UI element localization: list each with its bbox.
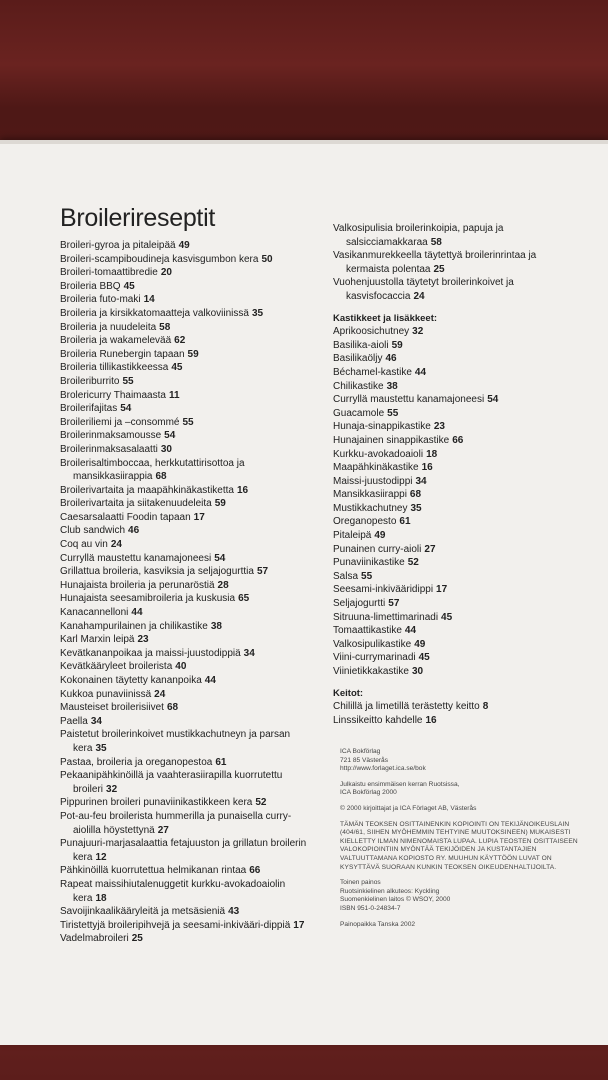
entry-page-number: 59 bbox=[391, 339, 403, 351]
entry-page-number: 49 bbox=[178, 240, 190, 251]
entry-page-number: 24 bbox=[154, 688, 166, 700]
entry-page-number: 54 bbox=[164, 430, 176, 442]
index-entry bbox=[60, 728, 310, 755]
entry-title: Pippurinen broileri punaviinikastikkeen kera bbox=[60, 797, 253, 809]
entry-page-number: 34 bbox=[90, 715, 102, 727]
index-entry bbox=[60, 606, 310, 620]
entry-title: Kanacannelloni bbox=[60, 607, 129, 619]
entry-title: Broileria ja nuudeleita bbox=[60, 321, 157, 333]
entry-page-number: 59 bbox=[214, 498, 226, 510]
entry-title: Maissi-juustodippi bbox=[333, 475, 413, 487]
entry-title: Salsa bbox=[333, 570, 359, 582]
index-entry bbox=[60, 348, 310, 362]
index-entry bbox=[60, 769, 310, 796]
entry-page-number: 52 bbox=[255, 797, 267, 809]
entry-page-number: 45 bbox=[418, 652, 430, 664]
index-entry bbox=[60, 429, 310, 443]
entry-title: Broilerinmaksasalaatti bbox=[60, 443, 158, 455]
entry-page-number: 34 bbox=[243, 647, 255, 659]
entry-page-number: 52 bbox=[407, 557, 419, 569]
index-entry bbox=[333, 366, 563, 380]
entry-page-number: 54 bbox=[120, 403, 132, 415]
index-entry bbox=[60, 647, 310, 661]
index-entry bbox=[333, 714, 563, 728]
entry-page-number: 23 bbox=[137, 634, 149, 646]
entry-page-number: 25 bbox=[131, 933, 143, 945]
index-entry bbox=[333, 597, 563, 611]
book-page bbox=[0, 140, 608, 1045]
entry-title: Broilerifajitas bbox=[60, 403, 118, 415]
publisher-address: 721 85 Västerås bbox=[340, 756, 389, 764]
entry-page-number: 16 bbox=[421, 462, 433, 474]
entry-title: Kurkku-avokadoaioli bbox=[333, 448, 424, 460]
entry-page-number: 8 bbox=[482, 701, 489, 713]
entry-page-number: 11 bbox=[168, 389, 180, 401]
entry-page-number: 32 bbox=[412, 326, 424, 338]
index-entry bbox=[60, 633, 310, 647]
entry-title: Pitaleipä bbox=[333, 530, 372, 542]
entry-page-number: 27 bbox=[157, 824, 169, 836]
entry-page-number: 66 bbox=[249, 865, 261, 877]
index-entry bbox=[60, 878, 310, 905]
index-entry bbox=[333, 339, 563, 353]
entry-page-number: 27 bbox=[424, 543, 436, 555]
entry-page-number: 14 bbox=[143, 294, 155, 306]
index-entry bbox=[333, 448, 563, 462]
recipe-index-left bbox=[60, 239, 310, 946]
entry-title: Seesami-inkivääridippi bbox=[333, 584, 434, 596]
page-title: Broilerireseptit bbox=[60, 204, 215, 232]
index-entry bbox=[333, 570, 563, 584]
entry-page-number: 45 bbox=[441, 611, 453, 623]
entry-title: Broileria ja wakamelevää bbox=[60, 335, 172, 347]
entry-page-number: 44 bbox=[131, 607, 143, 619]
entry-page-number: 32 bbox=[106, 783, 118, 795]
entry-page-number: 55 bbox=[361, 570, 373, 582]
soups-list bbox=[333, 700, 563, 727]
entry-title: Broilerivartaita ja maapähkinäkastiketta bbox=[60, 484, 234, 496]
entry-title: Tiristettyjä broileripihvejä ja seesami-inkivääri-dippiä bbox=[60, 919, 291, 931]
entry-title: Viinietikkakastike bbox=[333, 666, 409, 677]
entry-page-number: 17 bbox=[193, 511, 205, 523]
entry-page-number: 18 bbox=[426, 448, 438, 460]
index-entry bbox=[60, 919, 310, 933]
entry-page-number: 68 bbox=[409, 489, 422, 501]
entry-title: Broilerivartaita ja siitakenuudeleita bbox=[60, 498, 212, 510]
entry-page-number: 45 bbox=[123, 280, 135, 292]
entry-title: Broileria futo-maki bbox=[60, 294, 141, 306]
index-entry bbox=[333, 407, 563, 421]
entry-title: Basilikaöljy bbox=[333, 353, 383, 365]
entry-title: Vadelmabroileri bbox=[60, 933, 129, 945]
index-entry bbox=[333, 583, 563, 597]
entry-page-number: 43 bbox=[228, 906, 240, 918]
entry-page-number: 18 bbox=[95, 892, 107, 904]
entry-page-number: 24 bbox=[413, 290, 425, 302]
index-entry bbox=[60, 375, 310, 389]
index-entry bbox=[60, 361, 310, 375]
first-publication-line-1: Julkaistu ensimmäisen kerran Ruotsissa, bbox=[340, 780, 460, 788]
entry-title: Tomaattikastike bbox=[333, 625, 402, 637]
copyright-notice: © 2000 kirjoittajat ja ICA Förlaget AB, Västerås bbox=[340, 804, 477, 812]
entry-title: Sitruuna-limettimarinadi bbox=[333, 611, 439, 623]
index-entry bbox=[333, 222, 563, 249]
entry-title: Béchamel-kastike bbox=[333, 366, 412, 378]
index-entry bbox=[333, 420, 563, 434]
index-entry bbox=[333, 393, 563, 407]
index-entry bbox=[60, 688, 310, 702]
entry-page-number: 55 bbox=[387, 407, 399, 419]
entry-title: Broileria Runebergin tapaan bbox=[60, 348, 185, 360]
index-entry bbox=[60, 307, 310, 321]
index-entry bbox=[60, 511, 310, 525]
index-entry bbox=[60, 266, 310, 280]
entry-page-number: 44 bbox=[404, 625, 417, 637]
entry-page-number: 44 bbox=[414, 366, 427, 378]
entry-page-number: 58 bbox=[159, 321, 171, 333]
publisher-url: http://www.forlaget.ica.se/bok bbox=[340, 765, 426, 773]
index-entry bbox=[333, 700, 563, 714]
entry-title: Paella bbox=[60, 715, 88, 727]
entry-title: Broilerisaltimboccaa, herkkutattirisottoa ja mansikkasiirappia bbox=[60, 457, 245, 483]
recipe-index-continued bbox=[333, 222, 563, 304]
entry-page-number: 61 bbox=[215, 756, 227, 768]
entry-title: Guacamole bbox=[333, 407, 385, 419]
entry-page-number: 30 bbox=[411, 666, 424, 677]
index-entry bbox=[60, 321, 310, 335]
index-entry bbox=[60, 715, 310, 729]
entry-page-number: 25 bbox=[433, 263, 445, 275]
soups-heading: Keitot: bbox=[333, 687, 364, 699]
index-entry bbox=[60, 756, 310, 770]
entry-page-number: 38 bbox=[386, 380, 398, 392]
entry-title: Brolericurry Thaimaasta bbox=[60, 389, 166, 401]
entry-page-number: 59 bbox=[187, 348, 199, 360]
entry-page-number: 58 bbox=[430, 236, 442, 248]
index-entry bbox=[60, 565, 310, 579]
print-location: Painopaikka Tanska 2002 bbox=[340, 920, 416, 928]
entry-title: Broileria tillikastikkeessa bbox=[60, 362, 169, 374]
index-entry bbox=[60, 864, 310, 878]
sauces-heading: Kastikkeet ja lisäkkeet: bbox=[333, 312, 438, 324]
entry-page-number: 20 bbox=[160, 267, 172, 279]
entry-page-number: 65 bbox=[238, 593, 250, 605]
entry-title: Broileri-scampiboudineja kasvisgumbon kera bbox=[60, 253, 259, 265]
entry-title: Pekaanipähkinöillä ja vaahterasiirapilla kuorrutettu broileri bbox=[60, 770, 283, 795]
index-entry bbox=[60, 402, 310, 416]
entry-title: Broilerinmaksamousse bbox=[60, 430, 162, 442]
entry-page-number: 16 bbox=[236, 484, 249, 496]
entry-title: Aprikoosichutney bbox=[333, 326, 410, 338]
index-entry bbox=[333, 638, 563, 652]
index-entry bbox=[333, 434, 563, 448]
index-entry bbox=[60, 389, 310, 403]
index-entry bbox=[333, 352, 563, 366]
entry-title: Hunajainen sinappikastike bbox=[333, 434, 450, 446]
entry-page-number: 44 bbox=[204, 675, 216, 686]
legal-notice: TÄMÄN TEOKSEN OSITTAINENKIN KOPIOINTI ON TEKIJÄNOIKEUSLAIN (404/61, SIIHEN MYÖHEMMIN TEHTYINE MUUTOKSINEEN) MUKAISESTI KIELLETTY ILMAN NIMENOMAISTA LUPAA. LUPIA TEOSTEN OSITTAISEEN VALOKOPIOINTIIN MYÖNTÄÄ TEKIJÖIDEN JA KUSTANTAJIEN VALTUUTTAMANA KOPIOSTO RY. MUUHUN KÄYTTÖÖN LUVAT ON KYSYTTÄVÄ SUORAAN KUNKIN TEOKSEN OIKEUDENHALTIJOILTA. bbox=[340, 820, 578, 871]
index-entry bbox=[60, 484, 310, 498]
index-entry bbox=[333, 556, 563, 570]
entry-page-number: 34 bbox=[415, 475, 427, 487]
entry-title: Basilika-aioli bbox=[333, 339, 389, 351]
index-entry bbox=[333, 543, 563, 557]
entry-title: Punaviinikastike bbox=[333, 557, 405, 569]
entry-title: Curryllä maustettu kanamajoneesi bbox=[60, 552, 212, 564]
entry-page-number: 57 bbox=[388, 598, 400, 610]
entry-title: Linssikeitto kahdelle bbox=[333, 714, 423, 726]
entry-title: Mustikkachutney bbox=[333, 502, 408, 514]
entry-title: Chilikastike bbox=[333, 380, 384, 392]
entry-title: Mansikkasiirappi bbox=[333, 489, 407, 501]
index-entry bbox=[333, 529, 563, 543]
entry-page-number: 68 bbox=[166, 702, 179, 714]
index-entry bbox=[333, 380, 563, 394]
index-entry bbox=[60, 932, 310, 946]
index-entry bbox=[333, 488, 563, 502]
entry-title: Hunajaista broileria ja perunaröstiä bbox=[60, 579, 215, 591]
entry-title: Paistetut broilerinkoivet mustikkachutneyn ja parsan kera bbox=[60, 729, 291, 754]
entry-page-number: 49 bbox=[414, 638, 426, 650]
entry-page-number: 55 bbox=[122, 375, 134, 387]
entry-title: Broileriburrito bbox=[60, 375, 120, 387]
entry-title: Coq au vin bbox=[60, 539, 108, 551]
index-entry bbox=[333, 325, 563, 339]
entry-title: Valkosipulikastike bbox=[333, 638, 412, 650]
index-entry bbox=[60, 497, 310, 511]
entry-title: Punajuuri-marjasalaattia fetajuuston ja grillatun broilerin kera bbox=[60, 838, 307, 863]
sauces-list bbox=[333, 325, 563, 678]
entry-title: Pähkinöillä kuorrutettua helmikanan rintaa bbox=[60, 865, 247, 877]
index-entry bbox=[60, 538, 310, 552]
index-entry bbox=[60, 674, 310, 688]
index-entry bbox=[333, 665, 563, 679]
index-entry bbox=[60, 416, 310, 430]
entry-page-number: 12 bbox=[95, 851, 107, 863]
index-entry bbox=[60, 810, 310, 837]
index-entry bbox=[60, 905, 310, 919]
entry-title: Club sandwich bbox=[60, 525, 126, 537]
index-entry bbox=[333, 502, 563, 516]
index-entry bbox=[60, 592, 310, 606]
index-entry bbox=[60, 796, 310, 810]
entry-title: Kukkoa punaviinissä bbox=[60, 688, 152, 700]
entry-title: Broileri-gyroa ja pitaleipää bbox=[60, 240, 176, 251]
entry-title: Valkosipulisia broilerinkoipia, papuja ja salsicciamakkaraa bbox=[333, 223, 504, 248]
translation-notice: Suomenkielinen laitos © WSOY, 2000 bbox=[340, 896, 451, 904]
index-entry bbox=[60, 837, 310, 864]
first-publication-line-2: ICA Bokförlag 2000 bbox=[340, 789, 397, 797]
entry-title: Kevätkääryleet broilerista bbox=[60, 661, 173, 673]
entry-page-number: 30 bbox=[160, 443, 172, 455]
entry-title: Kevätkananpoikaa ja maissi-juustodippiä bbox=[60, 647, 241, 659]
entry-title: Viini-currymarinadi bbox=[333, 652, 416, 664]
entry-page-number: 54 bbox=[487, 394, 499, 406]
entry-title: Vasikanmurekkeella täytettyä broilerinrintaa ja kermaista polentaa bbox=[333, 250, 537, 275]
entry-page-number: 16 bbox=[425, 714, 437, 726]
entry-title: Broileria ja kirsikkatomaatteja valkoviinissä bbox=[60, 307, 249, 319]
entry-page-number: 62 bbox=[174, 335, 186, 347]
entry-page-number: 61 bbox=[399, 516, 411, 528]
entry-title: Curryllä maustettu kanamajoneesi bbox=[333, 394, 485, 406]
index-entry bbox=[333, 651, 563, 665]
index-entry bbox=[333, 611, 563, 625]
isbn: ISBN 951-0-24834-7 bbox=[340, 904, 401, 912]
entry-title: Hunajaista seesamibroileria ja kuskusia bbox=[60, 593, 236, 605]
entry-title: Seljajogurtti bbox=[333, 598, 386, 610]
index-entry bbox=[60, 457, 310, 484]
entry-page-number: 49 bbox=[374, 530, 386, 542]
entry-title: Broileri-tomaattibredie bbox=[60, 267, 158, 279]
entry-page-number: 45 bbox=[171, 362, 183, 374]
index-entry bbox=[60, 524, 310, 538]
entry-title: Broileriliemi ja –consommé bbox=[60, 416, 180, 428]
entry-title: Pot-au-feu broilerista hummerilla ja punaisella curry-aiolilla höystettynä bbox=[60, 810, 292, 836]
index-entry bbox=[333, 624, 563, 638]
index-entry bbox=[333, 461, 563, 475]
entry-page-number: 46 bbox=[128, 525, 140, 537]
edition: Toinen painos bbox=[340, 879, 381, 887]
index-entry bbox=[333, 276, 563, 303]
entry-page-number: 40 bbox=[175, 661, 187, 673]
original-title: Ruotsinkielinen alkuteos: Kyckling bbox=[340, 887, 440, 895]
index-entry bbox=[60, 620, 310, 634]
index-entry bbox=[60, 701, 310, 715]
entry-title: Rapeat maissihiutalenuggetit kurkku-avokadoaiolin kera bbox=[60, 878, 286, 904]
index-entry bbox=[60, 293, 310, 307]
entry-title: Caesarsalaatti Foodin tapaan bbox=[60, 511, 191, 523]
index-entry bbox=[60, 334, 310, 348]
index-entry bbox=[60, 443, 310, 457]
entry-page-number: 35 bbox=[251, 307, 264, 319]
entry-title: Hunaja-sinappikastike bbox=[333, 421, 431, 433]
entry-page-number: 17 bbox=[293, 919, 305, 931]
entry-title: Grillattua broileria, kasviksia ja seljajogurttia bbox=[60, 566, 254, 578]
publisher-name: ICA Bokförlag bbox=[340, 748, 381, 755]
entry-page-number: 54 bbox=[214, 552, 226, 564]
index-entry bbox=[60, 552, 310, 566]
index-entry bbox=[60, 660, 310, 674]
entry-page-number: 38 bbox=[210, 620, 222, 632]
entry-page-number: 28 bbox=[217, 579, 229, 591]
colophon bbox=[340, 748, 590, 936]
entry-page-number: 55 bbox=[182, 416, 194, 428]
recipe-index-right bbox=[333, 222, 563, 727]
entry-page-number: 57 bbox=[256, 566, 269, 578]
entry-page-number: 68 bbox=[155, 471, 167, 483]
entry-title: Kokonainen täytetty kananpoika bbox=[60, 675, 202, 686]
entry-title: Broileria BBQ bbox=[60, 280, 121, 292]
entry-page-number: 46 bbox=[385, 353, 397, 365]
entry-title: Pastaa, broileria ja oreganopestoa bbox=[60, 756, 213, 768]
entry-title: Mausteiset broilerisiivet bbox=[60, 702, 164, 714]
index-entry bbox=[60, 253, 310, 267]
index-entry bbox=[333, 515, 563, 529]
index-entry bbox=[333, 475, 563, 489]
entry-title: Karl Marxin leipä bbox=[60, 634, 135, 646]
index-entry bbox=[333, 249, 563, 276]
index-entry bbox=[60, 239, 310, 253]
entry-title: Maapähkinäkastike bbox=[333, 462, 419, 474]
entry-page-number: 66 bbox=[452, 434, 464, 446]
entry-title: Chilillä ja limetillä terästetty keitto bbox=[333, 701, 480, 713]
entry-page-number: 35 bbox=[95, 742, 107, 754]
index-entry bbox=[60, 579, 310, 593]
index-entry bbox=[60, 280, 310, 294]
entry-title: Vuohenjuustolla täytetyt broilerinkoivet ja kasvisfocaccia bbox=[333, 277, 514, 302]
entry-page-number: 23 bbox=[433, 421, 445, 433]
entry-page-number: 24 bbox=[110, 539, 122, 551]
entry-title: Oreganopesto bbox=[333, 516, 397, 528]
entry-title: Kanahampurilainen ja chilikastike bbox=[60, 620, 208, 632]
entry-title: Punainen curry-aioli bbox=[333, 543, 422, 555]
entry-page-number: 35 bbox=[410, 502, 422, 514]
entry-title: Savoijinkaalikääryleitä ja metsäsieniä bbox=[60, 906, 226, 918]
entry-page-number: 50 bbox=[261, 253, 273, 265]
entry-page-number: 17 bbox=[436, 584, 448, 596]
